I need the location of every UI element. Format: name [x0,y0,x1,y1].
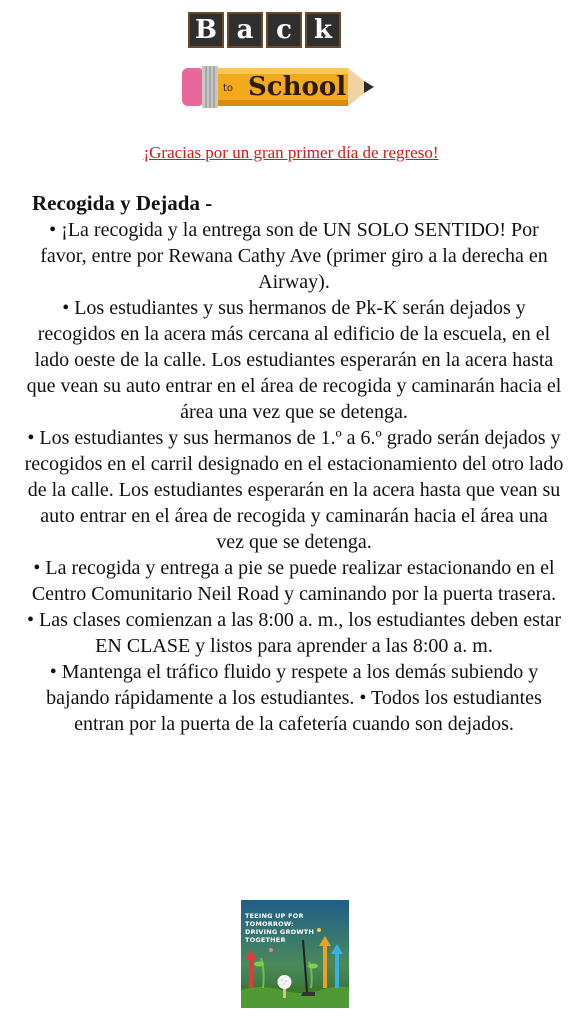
logo-letter-tiles [188,12,341,48]
bullet-one-way: • ¡La recogida y la entrega son de UN SOLO SENTIDO! Por favor, entre por Rewana Cathy Ave (primer giro a la derecha en Airway). [40,219,548,293]
thanks-message: ¡Gracias por un gran primer día de regreso! [143,143,439,162]
bullet-class-start: • Las clases comienzan a las 8:00 a. m., los estudiantes deben estar EN CLASE y listos para aprender a las 8:00 a. m. [26,609,562,657]
logo-tile-c: c [266,12,302,48]
bullet-pk-k: • Los estudiantes y sus hermanos de Pk-K serán dejados y recogidos en la acera más cercana al edificio de la escuela, en el lado oeste de la calle. Los estudiantes esperarán en la acera hasta que vean su auto entrar en el área de recogida y caminarán hacia el área una vez que se detenga. [26,297,562,423]
bullet-grades-1-6: • Los estudiantes y sus hermanos de 1.º a 6.º grado serán dejados y recogidos en el carril designado en el estacionamiento del otro lado de la calle. Los estudiantes esperarán en la acera hasta que vean su auto entrar en el área de recogida y caminarán hacia el área una vez que se detenga. [24,427,564,553]
logo-tile-a: a [227,12,263,48]
logo-connector: to [222,82,234,94]
teeing-up-poster-image [241,900,349,1008]
bullet-walk-up: • La recogida y entrega a pie se puede realizar estacionando en el Centro Comunitario Neil Road y caminando por la puerta trasera. [31,557,557,605]
logo-tile-k: k [305,12,341,48]
logo-tile-b: B [188,12,224,48]
poster-title-line2: DRIVING GROWTH TOGETHER [245,928,315,944]
poster-title [245,912,345,944]
pickup-dropoff-bullets [24,217,564,737]
bullet-traffic: • Mantenga el tráfico fluido y respete a los demás subiendo y bajando rápidamente a los estudiantes. • Todos los estudiantes entran por la puerta de la cafetería cuando son dejados. [46,661,542,735]
poster-title-line1: TEEING UP FOR TOMORROW: [245,912,304,928]
section-title: Recogida y Dejada - [32,191,213,215]
back-to-school-logo [180,12,380,112]
logo-school-text: School [248,72,347,102]
